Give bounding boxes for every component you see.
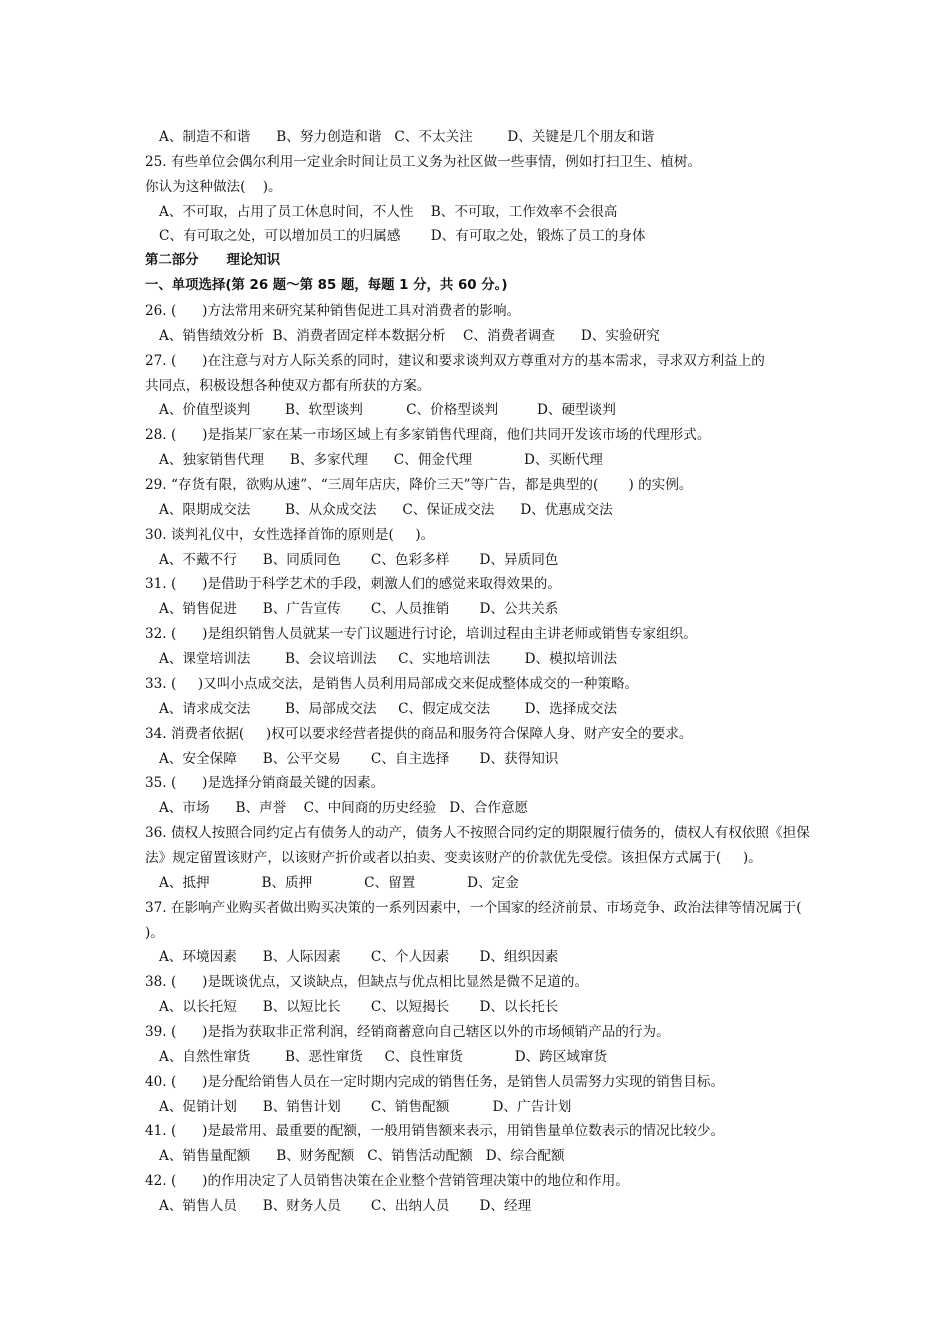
answer-options-line: A、销售人员 B、财务人员 C、出纳人员 D、经理 bbox=[159, 1198, 532, 1214]
question-line: 30. 谈判礼仪中，女性选择首饰的原则是( )。 bbox=[145, 527, 435, 543]
question-continuation-line: 共同点，积极设想各种使双方都有所获的方案。 bbox=[145, 378, 431, 394]
question-line: 32. ( )是组织销售人员就某一专门议题进行讨论，培训过程由主讲老师或销售专家组织。 bbox=[145, 626, 697, 642]
question-line: 35. ( )是选择分销商最关键的因素。 bbox=[145, 775, 385, 791]
answer-options-line: A、销售量配额 B、财务配额 C、销售活动配额 D、综合配额 bbox=[159, 1148, 565, 1164]
answer-options-line: A、不戴不行 B、同质同色 C、色彩多样 D、异质同色 bbox=[159, 552, 559, 568]
answer-options-line: A、请求成交法 B、局部成交法 C、假定成交法 D、选择成交法 bbox=[159, 701, 618, 717]
answer-options-line: C、有可取之处，可以增加员工的归属感 D、有可取之处，锻炼了员工的身体 bbox=[159, 228, 646, 244]
answer-options-line: A、独家销售代理 B、多家代理 C、佣金代理 D、买断代理 bbox=[159, 452, 603, 468]
answer-options-line: A、价值型谈判 B、软型谈判 C、价格型谈判 D、硬型谈判 bbox=[159, 402, 616, 418]
question-line: 34. 消费者依据( )权可以要求经营者提供的商品和服务符合保障人身、财产安全的要求。 bbox=[145, 726, 693, 742]
question-line: 42. ( )的作用决定了人员销售决策在企业整个营销管理决策中的地位和作用。 bbox=[145, 1173, 629, 1189]
answer-options-line: A、不可取，占用了员工休息时间，不人性 B、不可取，工作效率不会很高 bbox=[159, 204, 618, 220]
question-line: 31. ( )是借助于科学艺术的手段，刺激人们的感觉来取得效果的。 bbox=[145, 576, 561, 592]
question-continuation-line: )。 bbox=[145, 925, 164, 941]
question-line: 39. ( )是指为获取非正常利润，经销商蓄意向自己辖区以外的市场倾销产品的行为。 bbox=[145, 1024, 670, 1040]
answer-options-line: A、销售绩效分析 B、消费者固定样本数据分析 C、消费者调查 D、实验研究 bbox=[159, 328, 660, 344]
answer-options-line: A、销售促进 B、广告宣传 C、人员推销 D、公共关系 bbox=[159, 601, 559, 617]
answer-options-line: A、环境因素 B、人际因素 C、个人因素 D、组织因素 bbox=[159, 949, 559, 965]
answer-options-line: A、课堂培训法 B、会议培训法 C、实地培训法 D、模拟培训法 bbox=[159, 651, 618, 667]
answer-options-line: A、限期成交法 B、从众成交法 C、保证成交法 D、优惠成交法 bbox=[159, 502, 613, 518]
question-line: 38. ( )是既谈优点，又谈缺点，但缺点与优点相比显然是微不足道的。 bbox=[145, 974, 589, 990]
question-line: 41. ( )是最常用、最重要的配额，一般用销售额来表示，用销售量单位数表示的情况比较少。 bbox=[145, 1123, 725, 1139]
question-line: 36. 债权人按照合同约定占有债务人的动产，债务人不按照合同约定的期限履行债务的，债权人有权依照《担保 bbox=[145, 825, 810, 841]
question-continuation-line: 你认为这种做法( )。 bbox=[145, 179, 282, 195]
question-continuation-line: 法》规定留置该财产，以该财产折价或者以拍卖、变卖该财产的价款优先受偿。该担保方式属于( )。 bbox=[145, 850, 762, 866]
section-heading: 一、单项选择(第 26 题～第 85 题，每题 1 分，共 60 分。) bbox=[145, 278, 508, 293]
question-line: 33. ( )又叫小点成交法，是销售人员利用局部成交来促成整体成交的一种策略。 bbox=[145, 676, 639, 692]
answer-options-line: A、自然性窜货 B、恶性窜货 C、良性窜货 D、跨区域窜货 bbox=[159, 1049, 608, 1065]
question-line: 25. 有些单位会偶尔利用一定业余时间让员工义务为社区做一些事情，例如打扫卫生、植树。 bbox=[145, 154, 702, 170]
question-line: 40. ( )是分配给销售人员在一定时期内完成的销售任务，是销售人员需努力实现的销售目标。 bbox=[145, 1074, 725, 1090]
answer-options-line: A、安全保障 B、公平交易 C、自主选择 D、获得知识 bbox=[159, 751, 559, 767]
answer-options-line: A、市场 B、声誉 C、中间商的历史经验 D、合作意愿 bbox=[159, 800, 529, 816]
answer-options-line: A、促销计划 B、销售计划 C、销售配额 D、广告计划 bbox=[159, 1099, 572, 1115]
answer-options-line: A、制造不和谐 B、努力创造和谐 C、不太关注 D、关键是几个朋友和谐 bbox=[159, 129, 655, 145]
section-heading: 第二部分 理论知识 bbox=[145, 253, 281, 268]
question-line: 29. “存货有限，欲购从速”、“三周年店庆，降价三天”等广告，都是典型的( ) 的实例。 bbox=[145, 477, 693, 493]
question-line: 37. 在影响产业购买者做出购买决策的一系列因素中，一个国家的经济前景、市场竞争、政治法律等情况属于( bbox=[145, 900, 802, 916]
question-line: 26. ( )方法常用来研究某种销售促进工具对消费者的影响。 bbox=[145, 303, 521, 319]
question-line: 28. ( )是指某厂家在某一市场区域上有多家销售代理商，他们共同开发该市场的代理形式。 bbox=[145, 427, 711, 443]
answer-options-line: A、抵押 B、质押 C、留置 D、定金 bbox=[159, 875, 519, 891]
answer-options-line: A、以长托短 B、以短比长 C、以短揭长 D、以长托长 bbox=[159, 999, 559, 1015]
question-line: 27. ( )在注意与对方人际关系的同时，建议和要求谈判双方尊重对方的基本需求，寻求双方利益上的 bbox=[145, 353, 765, 369]
